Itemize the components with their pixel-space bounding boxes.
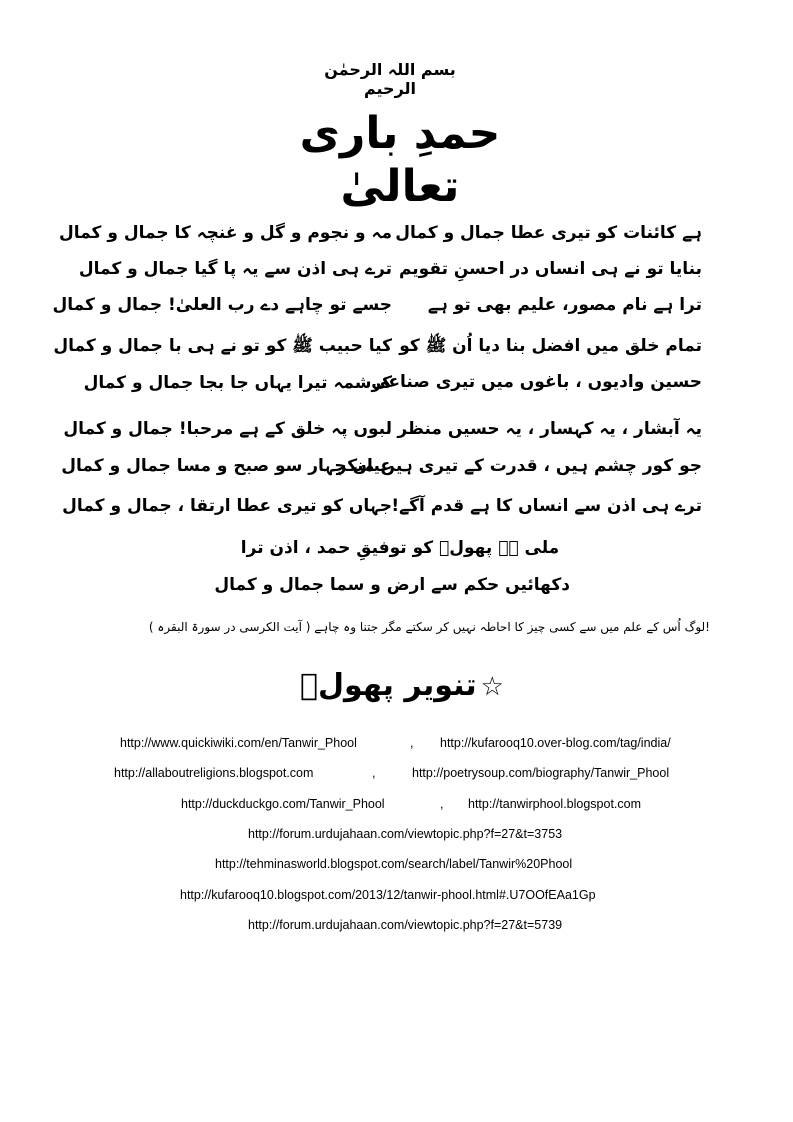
verse-first-half: حسین وادیوں ، باغوں میں تیری صناعی bbox=[371, 372, 702, 392]
link[interactable]: http://tanwirphool.blogspot.com bbox=[468, 797, 642, 811]
page-title: حمدِ باری تعالیٰ bbox=[299, 108, 501, 212]
star-icon: ☆ bbox=[480, 672, 504, 702]
verse-line bbox=[59, 222, 702, 246]
link-separator: , bbox=[440, 797, 444, 811]
link-row bbox=[0, 797, 793, 815]
link-row bbox=[0, 827, 793, 845]
verse-second-half: ترے ہی اذن سے یہ پا گیا جمال و کمال bbox=[78, 259, 392, 279]
verse-line bbox=[62, 495, 702, 519]
verse-line bbox=[52, 294, 702, 318]
bismillah-heading: بسم اللہ الرحمٰن الرحیم bbox=[324, 60, 456, 98]
link-row bbox=[0, 857, 793, 875]
verse-line bbox=[61, 455, 702, 479]
verse-second-half: عیاں چہار سو صبح و مسا جمال و کمال bbox=[61, 456, 392, 476]
ayah-reference-note: !لوگ اُس کے علم میں سے کسی چیز کا احاطہ نہیں کر سکتے مگر جتنا وہ چاہے ( آیت الکرسی در سورۃ البقرہ ) bbox=[148, 620, 710, 634]
verse-second-half: جہاں کو تیری عطا ارتقا ، جمال و کمال bbox=[62, 496, 392, 516]
link-row bbox=[0, 736, 793, 754]
verse-second-half: مہ و نجوم و گل و غنچہ کا جمال و کمال bbox=[59, 223, 392, 243]
verse-line bbox=[53, 335, 702, 359]
verse-first-half: ہے کائنات کو تیری عطا جمال و کمال bbox=[395, 223, 702, 243]
closing-couplet-line: ملی ہے پھولؔ کو توفیقِ حمد ، اذن ترا bbox=[240, 538, 560, 558]
link-row bbox=[0, 766, 793, 784]
poet-name: تنویر پھولؔ bbox=[300, 668, 477, 703]
verse-second-half: کرشمہ تیرا یہاں جا بجا جمال و کمال bbox=[83, 373, 392, 393]
verse-second-half: کیا حبیب ﷺ کو تو نے ہی با جمال و کمال bbox=[53, 336, 392, 356]
verse-line bbox=[83, 372, 702, 396]
verse-first-half: یہ آبشار ، یہ کہسار ، یہ حسیں منظر bbox=[397, 419, 702, 439]
link[interactable]: http://kufarooq10.over-blog.com/tag/india/ bbox=[440, 736, 671, 750]
link[interactable]: http://poetrysoup.com/biography/Tanwir_Phool bbox=[412, 766, 670, 780]
verse-second-half: جسے تو چاہے دے رب العلیٰ! جمال و کمال bbox=[52, 295, 392, 315]
link-row bbox=[0, 888, 793, 906]
link[interactable]: http://forum.urdujahaan.com/viewtopic.php?f=27&t=5739 bbox=[248, 918, 563, 932]
link-row bbox=[0, 918, 793, 936]
verse-first-half: بنایا تو نے ہی انساں در احسنِ تقویم bbox=[398, 259, 702, 279]
poet-signature bbox=[300, 668, 504, 703]
link[interactable]: http://kufarooq10.blogspot.com/2013/12/tanwir-phool.html#.U7OOfEAa1Gp bbox=[180, 888, 596, 902]
link[interactable]: http://www.quickiwiki.com/en/Tanwir_Phool bbox=[120, 736, 357, 750]
verse-first-half: تمام خلق میں افضل بنا دیا اُن ﷺ کو bbox=[399, 336, 702, 356]
link[interactable]: http://tehminasworld.blogspot.com/search/label/Tanwir%20Phool bbox=[215, 857, 573, 871]
link-separator: , bbox=[372, 766, 376, 780]
link[interactable]: http://duckduckgo.com/Tanwir_Phool bbox=[181, 797, 385, 811]
link[interactable]: http://forum.urdujahaan.com/viewtopic.php?f=27&t=3753 bbox=[248, 827, 563, 841]
verse-line bbox=[78, 258, 702, 282]
link[interactable]: http://allaboutreligions.blogspot.com bbox=[114, 766, 314, 780]
verse-first-half: ترا ہے نام مصور، علیم بھی تو ہے bbox=[427, 295, 702, 315]
closing-couplet-line: دکھائیں حکم سے ارض و سما جمال و کمال bbox=[214, 575, 570, 595]
verse-line bbox=[63, 418, 702, 442]
link-separator: , bbox=[410, 736, 414, 750]
verse-second-half: لبوں پہ خلق کے ہے مرحبا! جمال و کمال bbox=[63, 419, 392, 439]
verse-first-half: جو کور چشم ہیں ، قدرت کے تیری ہیں منکر bbox=[336, 456, 702, 476]
verse-first-half: ترے ہی اذن سے انساں کا ہے قدم آگے! bbox=[391, 496, 702, 516]
